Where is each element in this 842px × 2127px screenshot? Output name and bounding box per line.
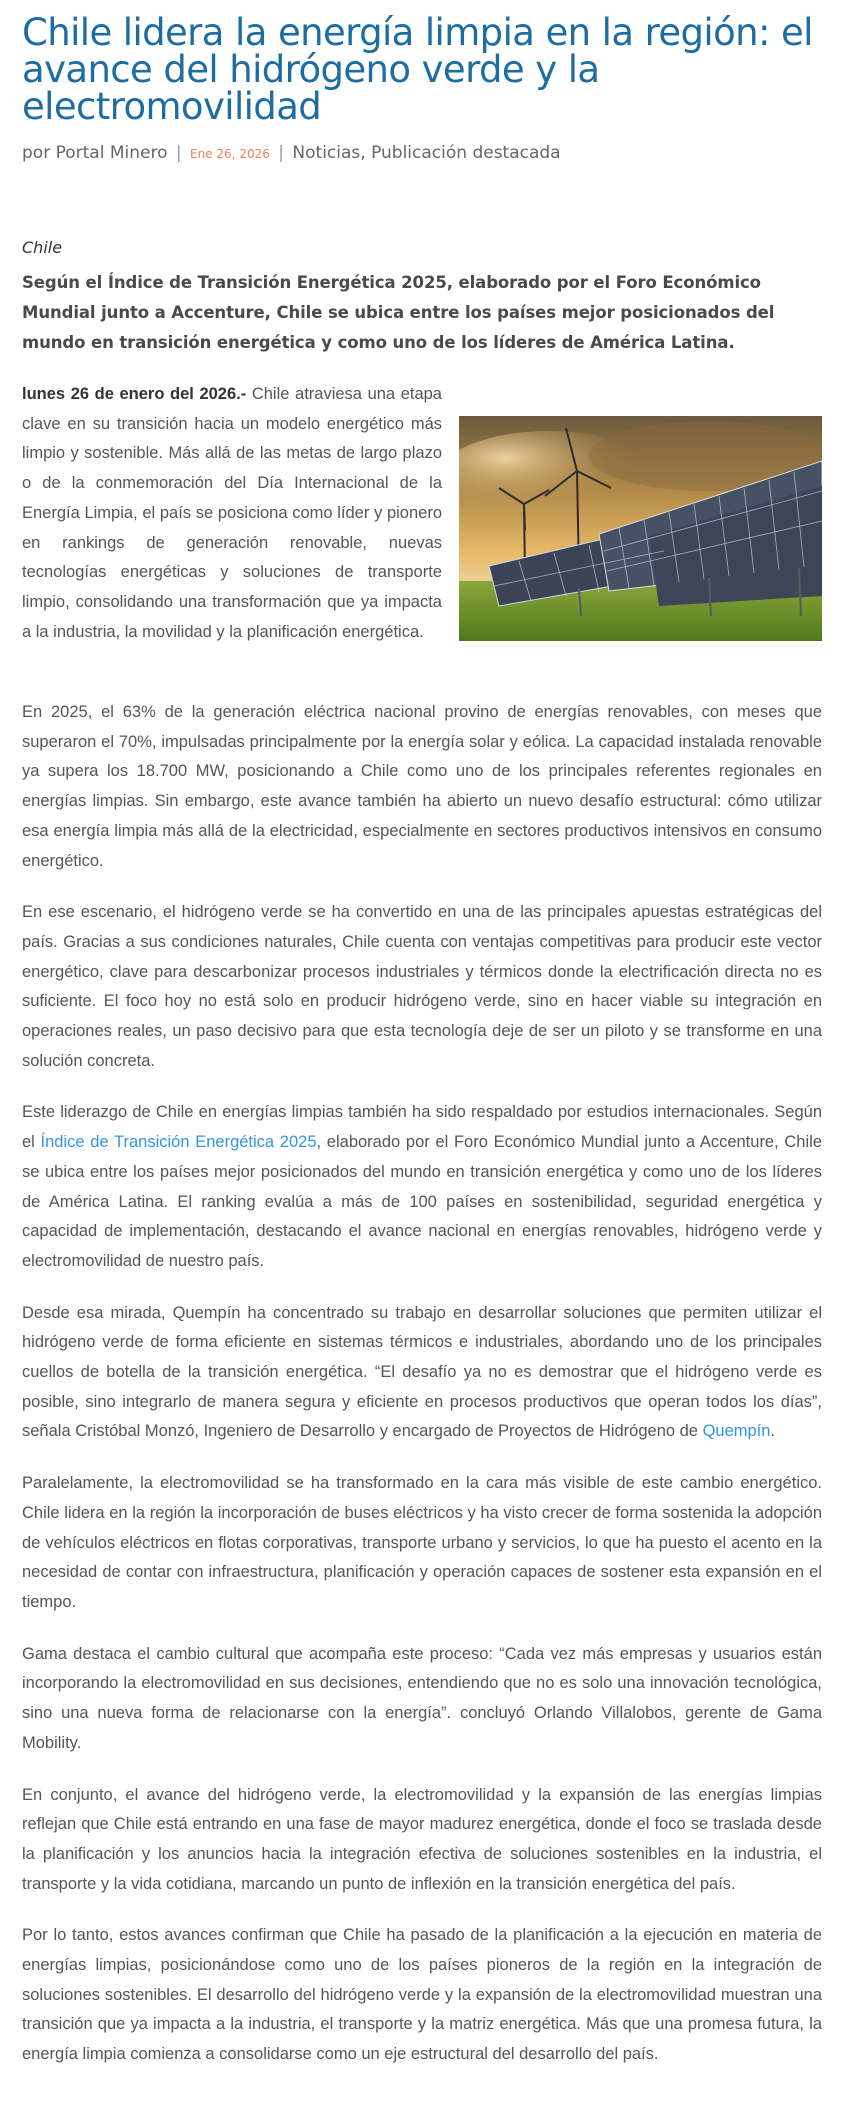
paragraph-text: Desde esa mirada, Quempín ha concentrado su trabajo en desarrollar soluciones que permiten utilizar el hidrógeno verde de forma eficiente en sistemas térmicos e industriales, abordando uno de los principales cuellos de botella de la transición energética. “El desafío ya no es demostrar que el hidrógeno verde es posible, sino integrarlo de manera segura y eficiente en procesos productivos que operan todos los días”, señala Cristóbal Monzó, Ingeniero de Desarrollo y encargado de Proyectos de Hidrógeno de bbox=[22, 1303, 822, 1441]
intro-paragraph bbox=[22, 380, 442, 647]
paragraph: En conjunto, el avance del hidrógeno verde, la electromovilidad y la expansión de las energías limpias reflejan que Chile está entrando en una fase de mayor madurez energética, donde el foco se traslada desde la planificación y los anuncios hacia la integración efectiva de soluciones sostenibles en la industria, el transporte y la vida cotidiana, marcando un punto de inflexión en la transición energética del país. bbox=[22, 1785, 822, 1893]
post-meta bbox=[22, 141, 822, 166]
post-date: Ene 26, 2026 bbox=[190, 147, 270, 161]
paragraph bbox=[22, 1098, 822, 1276]
intro-date: lunes 26 de enero del 2026.- bbox=[22, 385, 247, 403]
paragraph: En 2025, el 63% de la generación eléctrica nacional provino de energías renovables, con meses que superaron el 70%, impulsadas principalmente por la energía solar y eólica. La capacidad instalada renovable ya supera los 18.700 MW, posicionando a Chile como uno de los principales referentes regionales en energías limpias. Sin embargo, este avance también ha abierto un nuevo desafío estructural: cómo utilizar esa energía limpia más allá de la electricidad, especialmente en sectores productivos intensivos en consumo energético. bbox=[22, 703, 822, 870]
paragraph bbox=[22, 1299, 822, 1448]
intro-text: Chile atraviesa una etapa clave en su transición hacia un modelo energético más limpio y sostenible. Más allá de las metas de largo plazo o de la conmemoración del Día Internacional de la Energía Limpia, el país se posiciona como líder y pionero en rankings de generación renovable, nuevas tecnologías energéticas y soluciones de transporte limpio, consolidando una transformación que ya impacta a la industria, la movilidad y la planificación energética. bbox=[22, 385, 442, 641]
article-title: Chile lidera la energía limpia en la región: el avance del hidrógeno verde y la electromovilidad bbox=[22, 11, 813, 128]
meta-separator: | bbox=[175, 143, 182, 163]
author-link[interactable]: Portal Minero bbox=[55, 143, 168, 163]
by-prefix: por bbox=[22, 143, 51, 163]
intro-section bbox=[22, 380, 822, 680]
post-categories[interactable]: Noticias, Publicación destacada bbox=[292, 143, 561, 163]
paragraph-text: , elaborado por el Foro Económico Mundial junto a Accenture, Chile se ubica entre los países mejor posicionados del mundo en transición energética y como uno de los líderes de América Latina. El ranking evalúa a más de 100 países en sostenibilidad, seguridad energética y capacidad de implementación, destacando el avance nacional en energías renovables, hidrógeno verde y electromovilidad de nuestro país. bbox=[22, 1133, 822, 1270]
paragraph-text: Este liderazgo de Chile en energías limpias también ha sido respaldado por estudios internacionales. Según el bbox=[22, 1103, 822, 1152]
article-body bbox=[22, 698, 822, 2070]
paragraph: Gama destaca el cambio cultural que acompaña este proceso: “Cada vez más empresas y usuarios están incorporando la electromovilidad en sus decisiones, entendiendo que no es solo una innovación tecnológica, sino una nueva forma de relacionarse con la energía”. concluyó Orlando Villalobos, gerente de Gama Mobility. bbox=[22, 1644, 822, 1752]
article bbox=[22, 0, 822, 2070]
paragraph-text: . bbox=[770, 1422, 776, 1441]
solar-wind-photo bbox=[459, 416, 822, 641]
paragraph: Por lo tanto, estos avances confirman que Chile ha pasado de la planificación a la ejecución en materia de energías limpias, posicionándose como uno de los países pioneros de la región en la integración de soluciones sostenibles. El desarrollo del hidrógeno verde y la expansión de la electromovilidad muestran una transición que ya impacta a la industria, el transporte y la matriz energética. Más que una promesa futura, la energía limpia comienza a consolidarse como un eje estructural del desarrollo del país. bbox=[22, 1926, 822, 2064]
meta-separator: | bbox=[278, 143, 284, 163]
index-link[interactable]: Índice de Transición Energética 2025 bbox=[40, 1133, 317, 1152]
quempin-link[interactable]: Quempín bbox=[702, 1422, 771, 1441]
lead-paragraph: Según el Índice de Transición Energética 2025, elaborado por el Foro Económico Mundial junto a Accenture, Chile se ubica entre los países mejor posicionados del mundo en transición energética y como uno de los líderes de América Latina. bbox=[22, 273, 775, 352]
paragraph: En ese escenario, el hidrógeno verde se ha convertido en una de las principales apuestas estratégicas del país. Gracias a sus condiciones naturales, Chile cuenta con ventajas competitivas para producir este vector energético, clave para descarbonizar procesos industriales y térmicos donde la electrificación directa no es suficiente. El foco hoy no está solo en producir hidrógeno verde, sino en hacer viable su integración en operaciones reales, un paso decisivo para que esta tecnología deje de ser un piloto y se transforme en una solución concreta. bbox=[22, 903, 822, 1070]
location-tag: Chile bbox=[22, 238, 63, 257]
paragraph: Paralelamente, la electromovilidad se ha transformado en la cara más visible de este cambio energético. Chile lidera en la región la incorporación de buses eléctricos y ha visto crecer de forma sostenida la adopción de vehículos eléctricos en flotas corporativas, transporte urbano y servicios, lo que ha puesto el acento en la necesidad de contar con infraestructura, planificación y operación capaces de sostener esta expansión en el tiempo. bbox=[22, 1474, 822, 1611]
